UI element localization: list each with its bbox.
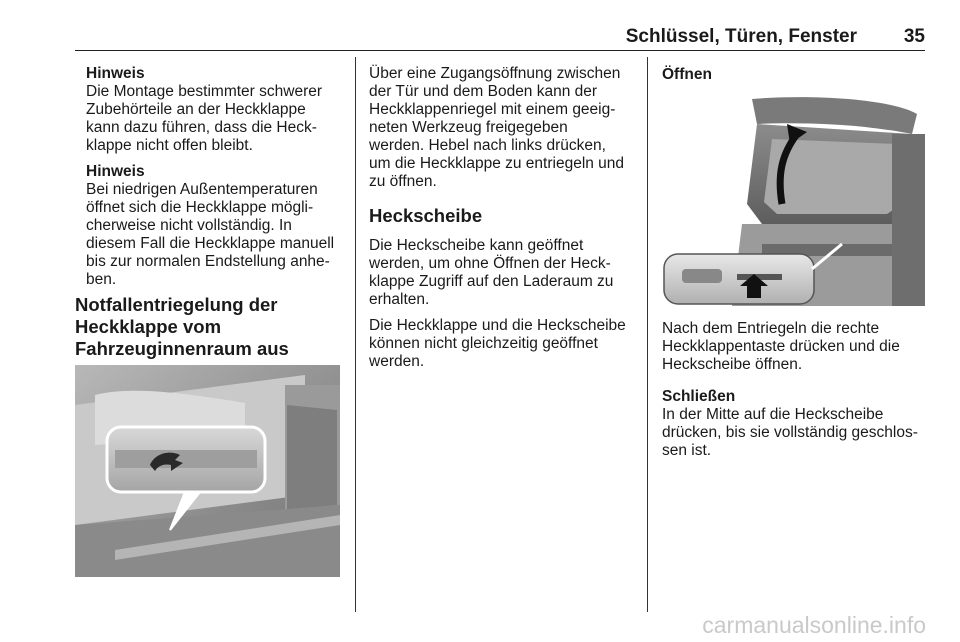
text-line: zu öffnen.	[369, 173, 437, 190]
subheading-open: Öffnen	[662, 66, 712, 83]
header-rule	[75, 50, 925, 51]
note-1-line: Die Montage bestimmter schwerer	[86, 83, 323, 100]
section-heading-emergency-release	[75, 294, 289, 360]
text-line: Die Heckscheibe kann geöffnet	[369, 237, 584, 254]
note-2-line: diesem Fall die Heckklappe manuell	[86, 235, 335, 252]
note-2-line: Bei niedrigen Außentemperaturen	[86, 181, 318, 198]
note-1	[86, 65, 351, 155]
note-1-line: Zubehörteile an der Heckklappe	[86, 101, 306, 118]
interior-release-illustration	[75, 365, 340, 577]
text-line: werden, um ohne Öffnen der Heck-	[369, 255, 611, 272]
text-line: um die Heckklappe zu entriegeln und	[369, 155, 625, 172]
text-line: sen ist.	[662, 442, 712, 459]
text-line: In der Mitte auf die Heckscheibe	[662, 406, 884, 423]
heading-line: Heckklappe vom	[75, 316, 222, 337]
text-line: der Tür und dem Boden kann der	[369, 83, 598, 100]
column-2	[369, 65, 639, 379]
text-line: erhalten.	[369, 291, 430, 308]
note-1-title: Hinweis	[86, 65, 145, 82]
figure-interior-release	[75, 365, 340, 577]
heading-line: Notfallentriegelung der	[75, 294, 278, 315]
text-line: neten Werkzeug freigegeben	[369, 119, 568, 136]
column-divider-1	[355, 57, 356, 612]
paragraph	[369, 237, 639, 309]
note-2-line: bis zur normalen Endstellung anhe-	[86, 253, 330, 270]
note-1-line: klappe nicht offen bleibt.	[86, 137, 253, 154]
figure-rear-window-open	[662, 94, 925, 306]
column-3-text	[662, 320, 932, 468]
paragraph	[369, 317, 639, 371]
column-1	[86, 65, 351, 297]
subheading-close: Schließen	[662, 388, 736, 405]
text-line: Heckklappenriegel mit einem geeig-	[369, 101, 616, 118]
note-2-line: öffnet sich die Heckklappe mögli-	[86, 199, 314, 216]
text-line: Die Heckklappe und die Heckscheibe	[369, 317, 626, 334]
text-line: Heckklappentaste drücken und die	[662, 338, 900, 355]
watermark: carmanualsonline.info	[702, 612, 926, 638]
rear-window-illustration	[662, 94, 925, 306]
heading-line: Fahrzeuginnenraum aus	[75, 338, 289, 359]
note-1-line: kann dazu führen, dass die Heck-	[86, 119, 317, 136]
paragraph	[662, 388, 932, 460]
paragraph	[369, 65, 639, 191]
note-2-line: ben.	[86, 271, 117, 288]
text-line: können nicht gleichzeitig geöffnet	[369, 335, 598, 352]
text-line: Nach dem Entriegeln die rechte	[662, 320, 880, 337]
text-line: klappe Zugriff auf den Laderaum zu	[369, 273, 614, 290]
text-line: Heckscheibe öffnen.	[662, 356, 803, 373]
section-heading-rear-window: Heckscheibe	[369, 205, 483, 226]
text-line: Über eine Zugangsöffnung zwischen	[369, 65, 621, 82]
paragraph	[662, 320, 932, 374]
note-2-title: Hinweis	[86, 163, 145, 180]
page-header-title: Schlüssel, Türen, Fenster	[625, 26, 857, 47]
text-line: werden.	[369, 353, 425, 370]
note-2	[86, 163, 351, 289]
page-number: 35	[903, 26, 925, 47]
column-divider-2	[647, 57, 648, 612]
text-line: drücken, bis sie vollständig geschlos-	[662, 424, 918, 441]
text-line: werden. Hebel nach links drücken,	[369, 137, 606, 154]
note-2-line: cherweise nicht vollständig. In	[86, 217, 292, 234]
